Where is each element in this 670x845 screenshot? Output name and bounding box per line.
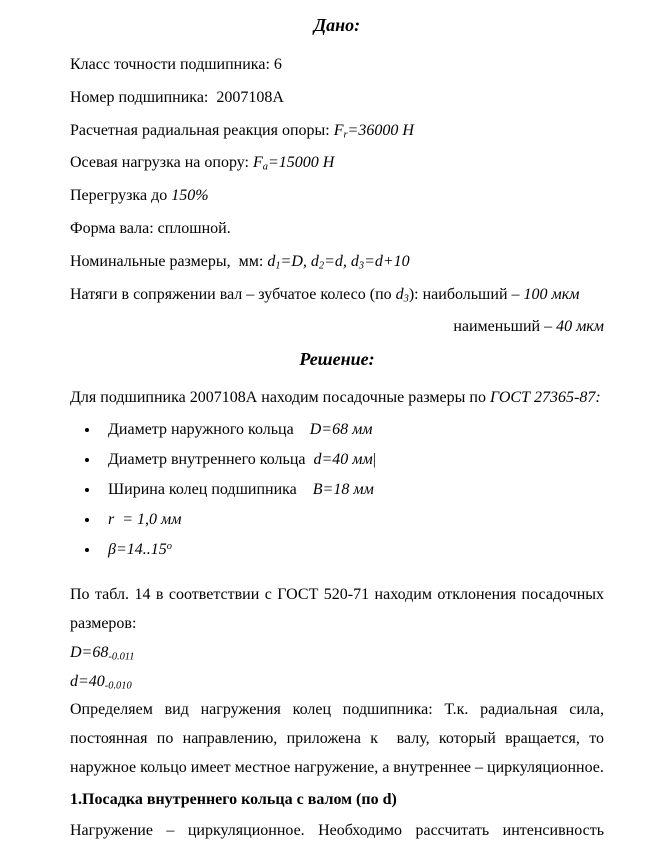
bullet-ring-width: • Ширина колец подшипника B=18 мм <box>100 475 604 505</box>
bullet-outer-diameter: • Диаметр наружного кольца D=68 мм <box>100 415 604 445</box>
given-line-axial-load: Осевая нагрузка на опору: $F_a=15000$ Н <box>70 154 335 173</box>
section-heading-inner-ring-fit: 1.Посадка внутреннего кольца с валом (по d) <box>70 790 397 808</box>
deviation-D: $D=68_{-0.011}$ <box>70 643 135 663</box>
given-line-shaft-form: Форма вала: сплошной. <box>70 219 231 237</box>
given-line-bearing-number: Номер подшипника: 2007108А <box>70 88 284 106</box>
bullet-angle: • $\beta=14..15^о$ <box>100 535 604 565</box>
given-line-radial-reaction: Расчетная радиальная реакция опоры: $F_r=36000$ Н <box>70 121 414 141</box>
paragraph-table-reference: По табл. 14 в соответствии с ГОСТ 520-71 находим отклонения посадочных размеров: <box>70 586 604 632</box>
paragraph-last-line: Нагружение – циркуляционное. Необходимо рассчитать интенсивность <box>70 821 604 839</box>
solution-intro: Для подшипника 2007108А находим посадочные размеры по ГОСТ 27365-87: <box>70 389 601 407</box>
given-line-interference-min: наименьший – 40 мкм <box>453 318 604 336</box>
given-line-nominal-sizes: Номинальные размеры, мм: $d_1=D$, $d_2=d$, $d_3=d+10$ <box>70 252 410 272</box>
solution-section <box>70 383 604 845</box>
given-line-accuracy-class: Класс точности подшипника: 6 <box>70 56 282 73</box>
bullet-radius: • r = 1,0 мм <box>100 505 604 535</box>
given-line-interference-max: Натяги в сопряжении вал – зубчатое колесо (по $d_3$): наибольший – 100 мкм <box>70 285 580 305</box>
given-line-overload: Перегрузка до 150% <box>70 187 209 205</box>
given-section <box>70 49 604 344</box>
solution-heading: Решение: <box>299 349 375 370</box>
paragraph-loading-type: Определяем вид нагружения колец подшипника: Т.к. радиальная сила, постоянная по направлению, приложена к валу, который вращается, то наружное кольцо имеет местное нагружение, а внутреннее – циркуляционное. <box>70 701 604 776</box>
bullet-inner-diameter: • Диаметр внутреннего кольца d=40 мм| <box>100 445 604 475</box>
given-heading: Дано: <box>313 15 361 35</box>
bullet-list <box>100 415 604 565</box>
deviation-d: $d=40_{-0.010}$ <box>70 672 132 692</box>
